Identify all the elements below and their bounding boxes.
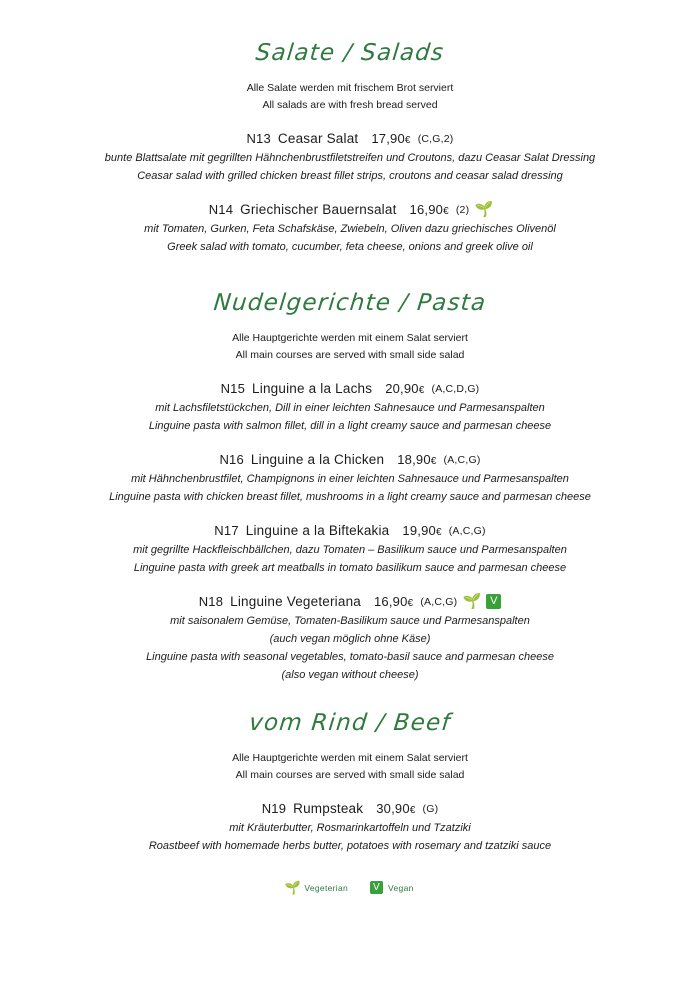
menu-item-head — [30, 202, 670, 217]
menu-section-beef — [30, 710, 670, 855]
menu-item-description — [30, 819, 670, 855]
section-title: Salate / Salads — [254, 40, 446, 66]
menu-item-head — [30, 801, 670, 816]
section-title: Nudelgerichte / Pasta — [212, 290, 488, 316]
menu-item-code: N16 — [219, 452, 244, 467]
menu-item-price: 16,90€ — [409, 202, 449, 217]
menu-item-head — [30, 523, 670, 538]
menu-item-description-en-note: (also vegan without cheese) — [281, 669, 419, 681]
menu-item-description-en: Linguine pasta with salmon fillet, dill in a light creamy sauce and parmesan cheese — [148, 420, 552, 432]
menu-item-price: 19,90€ — [402, 523, 442, 538]
menu-item-description-de: bunte Blattsalate mit gegrillten Hähnchenbrustfiletstreifen und Croutons, dazu Ceasar Salat Dressing — [104, 152, 596, 164]
vegan-icon: V — [370, 881, 383, 894]
menu-item-description-en: Roastbeef with homemade herbs butter, potatoes with rosemary and tzatziki sauce — [148, 840, 552, 852]
menu-item-code: N17 — [214, 523, 239, 538]
menu-item-price: 30,90€ — [376, 801, 416, 816]
menu-item-allergens: (C,G,2) — [417, 132, 454, 145]
menu-item-name: Linguine Vegeteriana — [230, 594, 361, 609]
menu-item-description-de: mit Hähnchenbrustfilet, Champignons in einer leichten Sahnesauce und Parmesanspalten — [131, 473, 569, 485]
menu-item — [30, 801, 670, 855]
menu-item-name: Linguine a la Chicken — [250, 452, 385, 467]
menu-item-description-en: Linguine pasta with chicken breast fillet, mushrooms in a light creamy sauce and parmesan cheese — [109, 491, 591, 503]
menu-section-pasta — [30, 290, 670, 684]
menu-item-name: Linguine a la Biftekakia — [245, 523, 390, 538]
menu-item — [30, 523, 670, 577]
menu-item-name: Rumpsteak — [293, 801, 364, 816]
legend-item-vegan — [370, 881, 414, 894]
menu-item-code: N15 — [220, 381, 246, 396]
menu-item-head — [30, 594, 670, 609]
section-subtitle — [30, 750, 670, 784]
menu-item-name: Ceasar Salat — [277, 131, 359, 146]
section-subtitle-en: All main courses are served with small side salad — [235, 349, 465, 361]
menu-item-description-de: mit Lachsfiletstückchen, Dill in einer leichten Sahnesauce und Parmesanspalten — [155, 402, 545, 414]
menu-item-description-de: mit Tomaten, Gurken, Feta Schafskäse, Zwiebeln, Oliven dazu griechisches Olivenöl — [144, 223, 556, 235]
menu-item-price: 16,90€ — [374, 594, 414, 609]
section-subtitle-en: All main courses are served with small side salad — [235, 769, 465, 781]
menu-item-description — [30, 220, 670, 256]
menu-item-description-de-note: (auch vegan möglich ohne Käse) — [269, 633, 431, 645]
menu-item-head — [30, 452, 670, 467]
menu-item-allergens: (A,C,G) — [443, 453, 481, 466]
menu-item-price: 20,90€ — [385, 381, 425, 396]
menu-section-salads — [30, 40, 670, 256]
menu-item-description — [30, 470, 670, 506]
menu-item-allergens: (A,C,D,G) — [431, 382, 480, 395]
menu-item-description — [30, 399, 670, 435]
menu-item-name: Griechischer Bauernsalat — [240, 202, 397, 217]
section-subtitle-en: All salads are with fresh bread served — [262, 99, 438, 111]
menu-item-price: 18,90€ — [397, 452, 437, 467]
menu-item-code: N14 — [208, 202, 234, 217]
menu-item-code: N19 — [261, 801, 287, 816]
menu-item-description-en: Linguine pasta with greek art meatballs in tomato basilikum sauce and parmesan cheese — [133, 562, 567, 574]
section-spacer — [30, 256, 670, 290]
menu-item-allergens: (2) — [455, 203, 470, 216]
menu-item-description-de: mit gegrillte Hackfleischbällchen, dazu Tomaten – Basilikum sauce und Parmesanspalten — [133, 544, 567, 556]
menu-item-allergens: (G) — [422, 802, 439, 815]
menu-item-description — [30, 541, 670, 577]
menu-item-description-en: Greek salad with tomato, cucumber, feta cheese, onions and greek olive oil — [167, 241, 533, 253]
vegetarian-icon: 🌱 — [284, 880, 302, 895]
menu-item — [30, 131, 670, 185]
section-subtitle-de: Alle Hauptgerichte werden mit einem Salat serviert — [232, 752, 468, 764]
menu-item-allergens: (A,C,G) — [448, 524, 486, 537]
menu-item-description-de: mit Kräuterbutter, Rosmarinkartoffeln und Tzatziki — [229, 822, 471, 834]
section-title: vom Rind / Beef — [247, 710, 453, 736]
menu-item — [30, 452, 670, 506]
menu-item-code: N13 — [246, 131, 271, 146]
vegetarian-icon: 🌱 — [474, 201, 494, 218]
section-subtitle-de: Alle Hauptgerichte werden mit einem Salat serviert — [232, 332, 468, 344]
menu-item-head — [30, 131, 670, 146]
menu-item — [30, 594, 670, 684]
legend-label-vegan: Vegan — [388, 882, 414, 893]
menu-item-allergens: (A,C,G) — [420, 595, 458, 608]
menu-item-description — [30, 612, 670, 684]
legend-label-vegetarian: Vegeterian — [304, 882, 349, 893]
section-subtitle — [30, 80, 670, 114]
menu-item-head — [30, 381, 670, 396]
legend — [30, 881, 670, 894]
section-spacer — [30, 684, 670, 710]
section-subtitle-de: Alle Salate werden mit frischem Brot serviert — [246, 82, 454, 94]
menu-item-description-en: Ceasar salad with grilled chicken breast fillet strips, croutons and ceasar salad dressing — [137, 170, 563, 182]
menu-item-description — [30, 149, 670, 185]
menu-item-code: N18 — [198, 594, 224, 609]
menu-item-description-de: mit saisonalem Gemüse, Tomaten-Basilikum sauce und Parmesanspalten — [170, 615, 530, 627]
menu-item-price: 17,90€ — [371, 131, 411, 146]
menu-item-description-en: Linguine pasta with seasonal vegetables, tomato-basil sauce and parmesan cheese — [146, 651, 554, 663]
section-subtitle — [30, 330, 670, 364]
legend-item-vegetarian — [286, 881, 348, 894]
vegetarian-icon: 🌱 — [462, 593, 482, 610]
menu-item — [30, 202, 670, 256]
menu-item — [30, 381, 670, 435]
menu-item-name: Linguine a la Lachs — [252, 381, 373, 396]
vegan-icon: V — [486, 594, 501, 609]
